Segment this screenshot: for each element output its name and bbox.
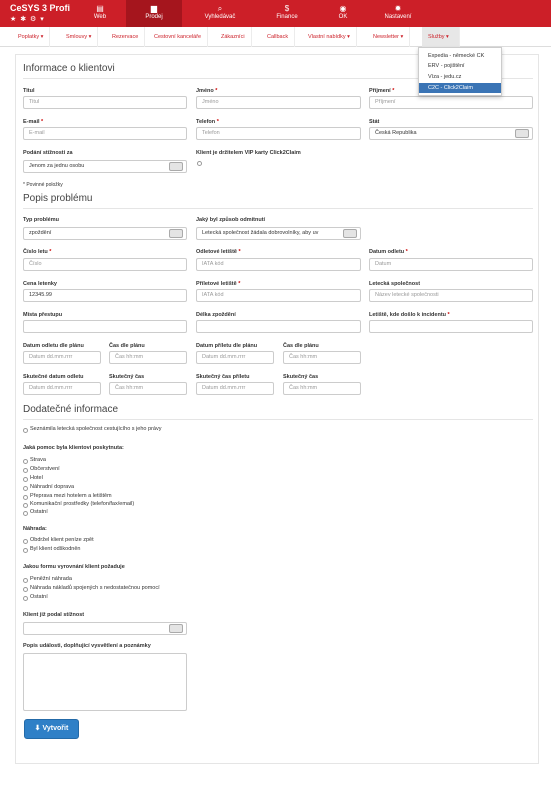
forma-radio[interactable] xyxy=(23,587,28,592)
section-heading-problem: Popis problému xyxy=(23,193,93,204)
pomoc-option: Náhradní doprava xyxy=(30,484,75,490)
stat-label: Stát xyxy=(369,119,380,125)
datum-odletu-label: Datum odletu * xyxy=(369,249,408,255)
telefon-label-text: Telefon xyxy=(196,119,216,125)
d4-input[interactable]: Datum dd.mm.rrrr xyxy=(196,382,274,395)
datum-odletu-input[interactable]: Datum xyxy=(369,258,533,271)
create-button[interactable] xyxy=(24,719,79,739)
email-label-text: E-mail xyxy=(23,119,40,125)
nav-prodej[interactable] xyxy=(126,0,182,27)
email-input[interactable]: E-mail xyxy=(23,127,187,140)
nav-finance[interactable] xyxy=(265,0,309,27)
nav-web[interactable] xyxy=(80,0,120,27)
pomoc-option: Hotel xyxy=(30,475,43,481)
nahrada-checkbox[interactable] xyxy=(23,539,28,544)
c2-label: Čas dle plánu xyxy=(283,343,319,349)
nav-ok-label: OK xyxy=(338,14,348,20)
d4-label: Skutečný čas příletu xyxy=(196,374,250,380)
odletove-label-text: Odletové letiště xyxy=(196,249,237,255)
spolecnost-label: Letecká společnost xyxy=(369,281,421,287)
c4-label: Skutečný čas xyxy=(283,374,319,380)
vip-karta-checkbox[interactable] xyxy=(197,161,202,166)
nav-vyhledavac[interactable] xyxy=(195,0,245,27)
search-icon: ⌕ xyxy=(217,4,223,13)
pomoc-option: Přeprava mezi hotelem a letištěm xyxy=(30,493,112,499)
subnav-callback[interactable]: Callback xyxy=(261,27,295,47)
podani-select[interactable] xyxy=(23,160,187,173)
globe-icon: ◉ xyxy=(339,4,347,13)
subnav-newsletter[interactable]: Newsletter ▾ xyxy=(367,27,410,47)
divider xyxy=(23,419,533,420)
datum-odletu-label-text: Datum odletu xyxy=(369,249,405,255)
dollar-icon: $ xyxy=(284,4,290,13)
typ-value: zpoždění xyxy=(29,230,52,236)
sub-navbar xyxy=(0,27,551,47)
prijmeni-label: Příjmení * xyxy=(369,88,395,94)
nav-web-label: Web xyxy=(93,14,107,20)
create-button-label: Vytvořit xyxy=(42,725,69,732)
letiste-incident-input[interactable] xyxy=(369,320,533,333)
divider xyxy=(23,208,533,209)
c2-input[interactable]: Čas hh:mm xyxy=(283,351,361,364)
odletove-input[interactable]: IATA kód xyxy=(196,258,361,271)
d1-input[interactable]: Datum dd.mm.rrrr xyxy=(23,351,101,364)
c3-label: Skutečný čas xyxy=(109,374,145,380)
telefon-label: Telefon * xyxy=(196,119,219,125)
typ-label: Typ problému xyxy=(23,217,59,223)
sluzby-dropdown-menu xyxy=(418,47,502,96)
d2-label: Datum příletu dle plánu xyxy=(196,343,258,349)
nav-vyhledavac-label: Vyhledávač xyxy=(204,14,236,20)
delka-input[interactable] xyxy=(196,320,361,333)
cena-input[interactable]: 12345.99 xyxy=(23,289,187,302)
section-heading-client: Informace o klientovi xyxy=(23,63,115,74)
priletove-input[interactable]: IATA kód xyxy=(196,289,361,302)
menu-item-c2c[interactable]: C2C - Click2Claim xyxy=(419,83,501,93)
select-arrow-icon xyxy=(169,229,183,238)
d3-input[interactable]: Datum dd.mm.rrrr xyxy=(23,382,101,395)
subnav-rezervace[interactable]: Rezervace xyxy=(106,27,145,47)
forma-radio[interactable] xyxy=(23,578,28,583)
prijmeni-label-text: Příjmení xyxy=(369,88,391,94)
zpusob-value: Letecká společnost žádala dobrovolníky, aby uv xyxy=(202,230,319,236)
prestupu-label: Místa přestupu xyxy=(23,312,63,318)
pomoc-checkbox[interactable] xyxy=(23,503,28,508)
pomoc-option: Komunikační prostředky (telefon/fax/email) xyxy=(30,501,135,507)
select-arrow-icon xyxy=(515,129,529,138)
nav-nastaveni[interactable] xyxy=(378,0,418,27)
priletove-label-text: Příletové letiště xyxy=(196,281,237,287)
menu-item-expedia[interactable]: Expedia - německé CK xyxy=(428,53,485,59)
nahrada-option: Byl klient odškodněn xyxy=(30,546,81,552)
letiste-incident-label-text: Letiště, kde došlo k incidentu xyxy=(369,312,447,318)
d1-label: Datum odletu dle plánu xyxy=(23,343,84,349)
pomoc-checkbox[interactable] xyxy=(23,486,28,491)
required-note: * Povinné položky xyxy=(23,182,63,188)
popis-textarea[interactable] xyxy=(23,653,187,711)
pomoc-checkbox[interactable] xyxy=(23,495,28,500)
subnav-cestovni-kancelare[interactable]: Cestovní kanceláře xyxy=(148,27,208,47)
telefon-input[interactable]: Telefon xyxy=(196,127,361,140)
subnav-poplatky[interactable]: Poplatky ▾ xyxy=(12,27,50,47)
email-label: E-mail * xyxy=(23,119,44,125)
titul-label: Titul xyxy=(23,88,35,94)
briefcase-icon: ▆ xyxy=(150,4,158,13)
pomoc-checkbox[interactable] xyxy=(23,511,28,516)
popis-label: Popis události, doplňující vysvětlení a poznámky xyxy=(23,643,151,649)
nahrada-label: Náhrada: xyxy=(23,526,47,532)
d3-label: Skutečné datum odletu xyxy=(23,374,84,380)
jmeno-label: Jméno * xyxy=(196,88,218,94)
subnav-vlastni-nabidky[interactable]: Vlastní nabídky ▾ xyxy=(302,27,357,47)
c1-label: Čas dle plánu xyxy=(109,343,145,349)
c3-input[interactable]: Čas hh:mm xyxy=(109,382,187,395)
typ-select[interactable] xyxy=(23,227,187,240)
spolecnost-input[interactable]: Název letecké společnosti xyxy=(369,289,533,302)
pomoc-checkbox[interactable] xyxy=(23,459,28,464)
nav-finance-label: Finance xyxy=(276,14,298,20)
subnav-sluzby[interactable]: Služby ▾ xyxy=(422,27,460,47)
select-arrow-icon xyxy=(169,624,183,633)
seznamila-label: Seznámila letecká společnost cestujícího s jeho právy xyxy=(30,426,162,432)
priletove-label: Příletové letiště * xyxy=(196,281,241,287)
forma-radio[interactable] xyxy=(23,596,28,601)
top-navbar xyxy=(0,0,551,27)
jiz-podal-label: Klient již podal stížnost xyxy=(23,612,85,618)
stat-value: Česká Republika xyxy=(375,130,417,136)
forma-option: Ostatní xyxy=(30,594,48,600)
jmeno-input[interactable]: Jméno xyxy=(196,96,361,109)
pomoc-label: Jaká pomoc byla klientovi poskytnuta: xyxy=(23,445,124,451)
zpusob-select[interactable] xyxy=(196,227,361,240)
nav-nastaveni-label: Nastavení xyxy=(384,14,412,20)
cislo-label: Číslo letu * xyxy=(23,249,52,255)
podani-value: Jenom za jednu osobu xyxy=(29,163,85,169)
select-arrow-icon xyxy=(169,162,183,171)
nav-ok[interactable] xyxy=(328,0,358,27)
odletove-label: Odletové letiště * xyxy=(196,249,241,255)
cislo-label-text: Číslo letu xyxy=(23,249,48,255)
seznamila-checkbox[interactable] xyxy=(23,428,28,433)
pomoc-option: Ostatní xyxy=(30,509,48,515)
nahrada-checkbox[interactable] xyxy=(23,548,28,553)
forma-option: Peněžní náhrada xyxy=(30,576,72,582)
download-icon: ⬇ xyxy=(34,725,41,732)
vip-karta-label: Klient je držitelem VIP karty Click2Claim xyxy=(196,150,301,156)
app-title[interactable]: CeSYS 3 Profi xyxy=(10,3,71,13)
forma-label: Jakou formu vyrovnání klient požaduje xyxy=(23,564,125,570)
select-arrow-icon xyxy=(343,229,357,238)
podani-label: Podání stížnosti za xyxy=(23,150,73,156)
subnav-smlouvy[interactable]: Smlouvy ▾ xyxy=(60,27,98,47)
menu-item-viza[interactable]: Víza - jedu.cz xyxy=(428,74,462,80)
pomoc-option: Občerstvení xyxy=(30,466,60,472)
subnav-zakaznici[interactable]: Zákazníci xyxy=(215,27,252,47)
jmeno-label-text: Jméno xyxy=(196,88,214,94)
forma-option: Náhrada nákladů spojených s nedostatečnou pomocí xyxy=(30,585,160,591)
zpusob-label: Jaký byl způsob odmítnutí xyxy=(196,217,266,223)
delka-label: Délka zpoždění xyxy=(196,312,236,318)
pomoc-checkbox[interactable] xyxy=(23,477,28,482)
menu-item-erv[interactable]: ERV - pojištění xyxy=(428,63,465,69)
cena-label: Cena letenky xyxy=(23,281,57,287)
c1-input[interactable]: Čas hh:mm xyxy=(109,351,187,364)
jiz-podal-select[interactable] xyxy=(23,622,187,635)
prestupu-input[interactable] xyxy=(23,320,187,333)
nahrada-option: Obdržel klient peníze zpět xyxy=(30,537,94,543)
nav-prodej-label: Prodej xyxy=(145,14,163,20)
section-heading-extra: Dodatečné informace xyxy=(23,404,119,415)
cislo-input[interactable]: Číslo xyxy=(23,258,187,271)
web-icon: ▤ xyxy=(96,4,104,13)
d2-input[interactable]: Datum dd.mm.rrrr xyxy=(196,351,274,364)
gear-icon: ✹ xyxy=(394,4,402,13)
brand-icons[interactable]: ★ ✱ ⚙ ▾ xyxy=(10,16,45,23)
letiste-incident-label: Letiště, kde došlo k incidentu * xyxy=(369,312,450,318)
prijmeni-input[interactable]: Příjmení xyxy=(369,96,533,109)
c4-input[interactable]: Čas hh:mm xyxy=(283,382,361,395)
titul-input[interactable]: Titul xyxy=(23,96,187,109)
pomoc-checkbox[interactable] xyxy=(23,468,28,473)
stat-select[interactable] xyxy=(369,127,533,140)
pomoc-option: Strava xyxy=(30,457,46,463)
